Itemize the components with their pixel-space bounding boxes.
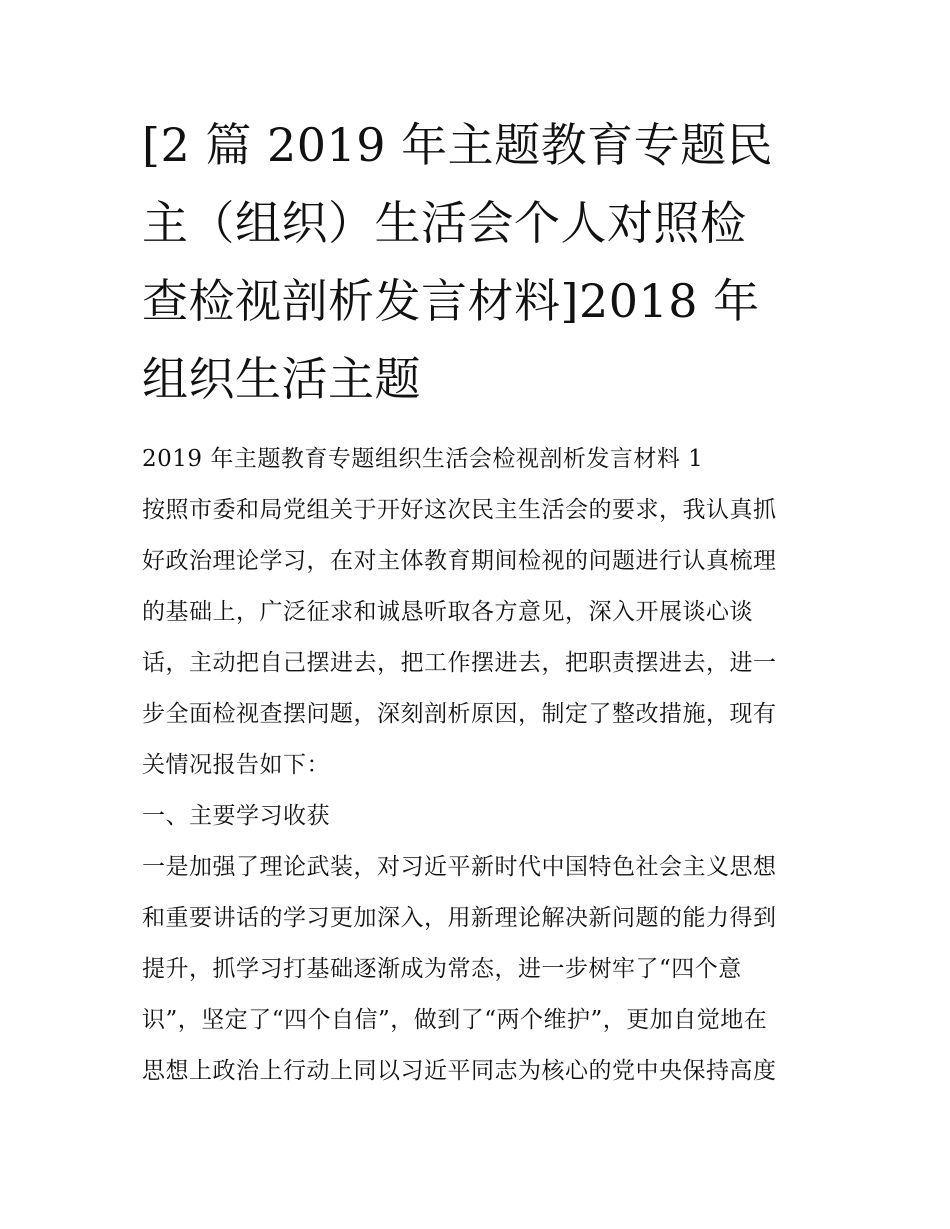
section-heading: 一、主要学习收获: [142, 803, 330, 829]
paragraph-line: 话，主动把自己摆进去，把工作摆进去，把职责摆进去，进一: [142, 650, 777, 676]
paragraph-line: 步全面检视查摆问题，深刻剖析原因，制定了整改措施，现有: [142, 701, 777, 727]
document-body: [142, 434, 822, 1097]
paragraph-line: 按照市委和局党组关于开好这次民主生活会的要求，我认真抓: [142, 497, 777, 523]
title-line: [2 篇 2019 年主题教育专题民: [142, 118, 774, 172]
paragraph-line: 思想上政治上行动上同以习近平同志为核心的党中央保持高度: [142, 1058, 777, 1084]
paragraph-line: 识”，坚定了“四个自信”，做到了“两个维护”，更加自觉地在: [142, 1007, 768, 1033]
paragraph-line: 关情况报告如下：: [142, 752, 330, 778]
subtitle-line: 2019 年主题教育专题组织生活会检视剖析发言材料 1: [142, 446, 704, 472]
title-line: 主（组织）生活会个人对照检: [142, 196, 747, 250]
paragraph-line: 和重要讲话的学习更加深入，用新理论解决新问题的能力得到: [142, 905, 777, 931]
paragraph-line: 的基础上，广泛征求和诚恳听取各方意见，深入开展谈心谈: [142, 599, 753, 625]
title-line: 组织生活主题: [142, 352, 421, 406]
paragraph-line: 好政治理论学习，在对主体教育期间检视的问题进行认真梳理: [142, 548, 777, 574]
title-line: 查检视剖析发言材料]2018 年: [142, 274, 760, 328]
paragraph-line: 提升，抓学习打基础逐渐成为常态，进一步树牢了“四个意: [142, 956, 742, 982]
document-title: [142, 106, 822, 418]
paragraph-line: 一是加强了理论武装，对习近平新时代中国特色社会主义思想: [142, 854, 777, 880]
